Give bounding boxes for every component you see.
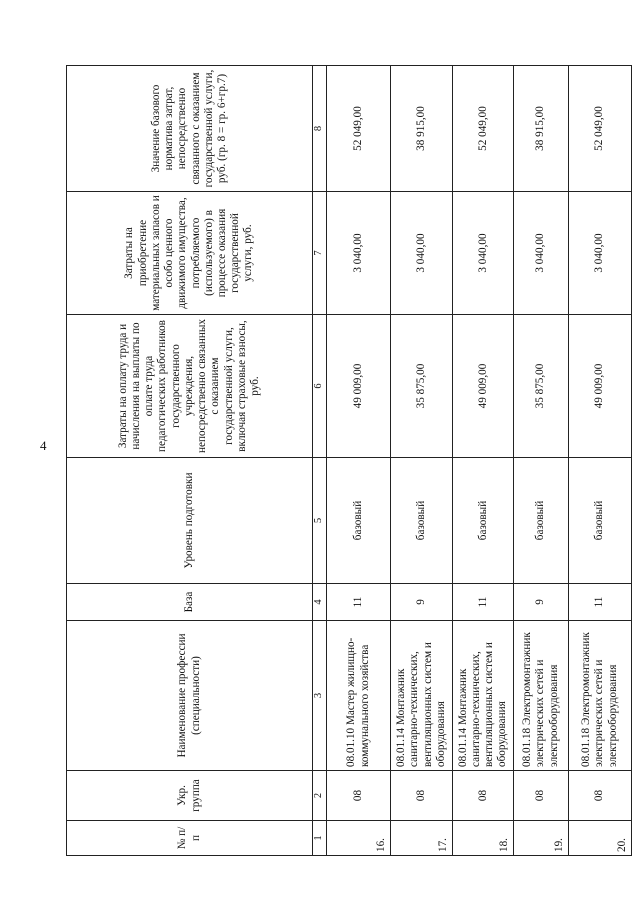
base-norm-value: 52 049,00 [453,66,514,192]
header-cell: № п/п [67,821,313,856]
header-cell: Уровень подготовки [67,458,313,584]
header-cell: Наименование профессии (специальности) [67,621,313,771]
base-grade: 9 [391,584,453,621]
profession-name: 08.01.18 Электромонтажник электрических сетей и электрооборудования [514,621,569,771]
row-index: 20. [568,821,631,856]
header-row [67,66,313,856]
row-index: 17. [391,821,453,856]
table-row [568,66,631,856]
material-costs: 3 040,00 [568,192,631,315]
profession-name: 08.01.14 Монтажник санитарно-технических, вентиляционных систем и оборудования [391,621,453,771]
training-level: базовый [453,458,514,584]
base-norm-value: 52 049,00 [568,66,631,192]
column-number: 7 [313,192,327,315]
group-code: 08 [568,771,631,821]
group-code: 08 [327,771,391,821]
header-cell: Затраты на оплату труда и начисления на выплаты по оплате труда педагогических работников государственного учреждения, непосредственно связанных с оказанием государственной услуги, включая страховые взносы, руб. [67,315,313,458]
row-index: 16. [327,821,391,856]
training-level: базовый [327,458,391,584]
labor-costs: 49 009,00 [568,315,631,458]
material-costs: 3 040,00 [327,192,391,315]
labor-costs: 35 875,00 [514,315,569,458]
group-code: 08 [514,771,569,821]
training-level: базовый [568,458,631,584]
group-code: 08 [391,771,453,821]
column-number-row [313,66,327,856]
base-grade: 9 [514,584,569,621]
base-norm-value: 52 049,00 [327,66,391,192]
column-number: 6 [313,315,327,458]
base-grade: 11 [327,584,391,621]
column-number: 1 [313,821,327,856]
labor-costs: 49 009,00 [453,315,514,458]
column-number: 5 [313,458,327,584]
column-number: 3 [313,621,327,771]
page-number: 4 [40,438,47,453]
column-number: 8 [313,66,327,192]
table-row [514,66,569,856]
header-cell: Затраты на приобретение материальных запасов и особо ценного движимого имущества, потребляемого (используемого) в процессе оказания государственной услуги, руб. [67,192,313,315]
base-norm-value: 38 915,00 [391,66,453,192]
table-row [327,66,391,856]
material-costs: 3 040,00 [453,192,514,315]
table-row [391,66,453,856]
material-costs: 3 040,00 [514,192,569,315]
column-number: 4 [313,584,327,621]
row-index: 19. [514,821,569,856]
labor-costs: 49 009,00 [327,315,391,458]
material-costs: 3 040,00 [391,192,453,315]
base-grade: 11 [568,584,631,621]
base-norm-value: 38 915,00 [514,66,569,192]
column-number: 2 [313,771,327,821]
training-level: базовый [391,458,453,584]
profession-name: 08.01.14 Монтажник санитарно-технических, вентиляционных систем и оборудования [453,621,514,771]
labor-costs: 35 875,00 [391,315,453,458]
header-cell: База [67,584,313,621]
row-index: 18. [453,821,514,856]
norms-table [66,65,632,856]
header-cell: Значение базового норматива затрат, непосредственно связанного с оказанием государственной услуги, руб. (гр. 8 = гр. 6+гр.7) [67,66,313,192]
training-level: базовый [514,458,569,584]
table-row [453,66,514,856]
base-grade: 11 [453,584,514,621]
group-code: 08 [453,771,514,821]
profession-name: 08.01.18 Электромонтажник электрических сетей и электрооборудования [568,621,631,771]
rotated-table-container [66,66,632,856]
profession-name: 08.01.10 Мастер жилищно-коммунального хозяйства [327,621,391,771]
header-cell: Укр. группа [67,771,313,821]
